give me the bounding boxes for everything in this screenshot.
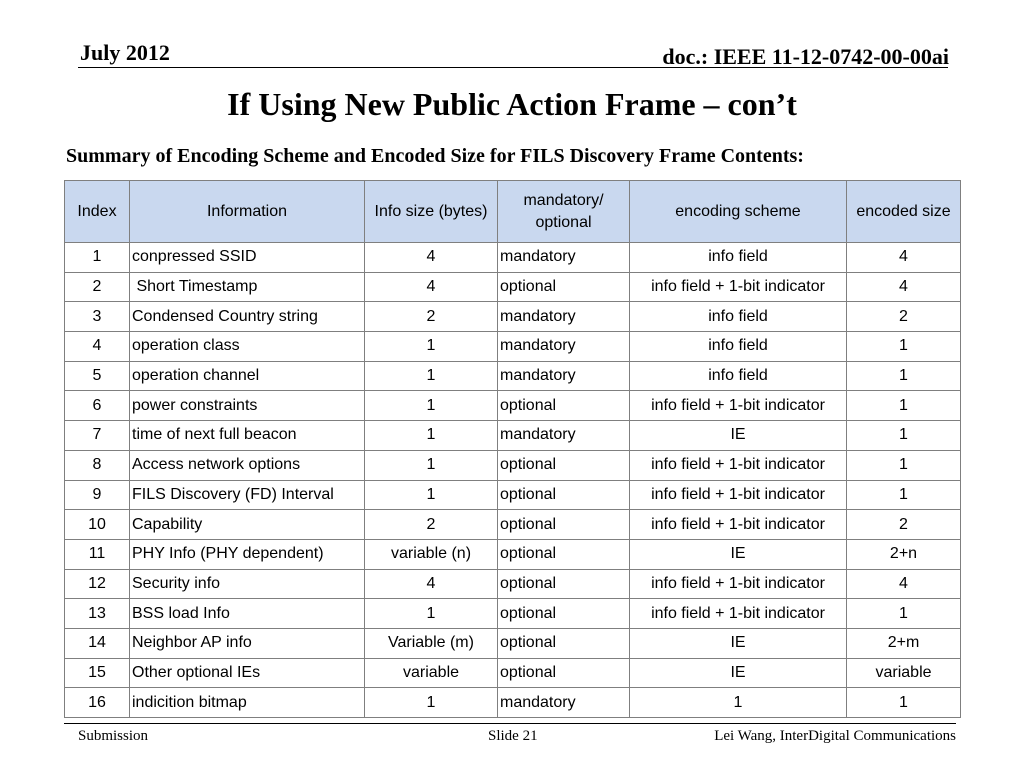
cell-mandatory-optional: optional: [498, 272, 630, 302]
cell-information: Short Timestamp: [130, 272, 365, 302]
cell-encoded-size: 1: [847, 599, 961, 629]
cell-mandatory-optional: optional: [498, 450, 630, 480]
cell-index: 16: [65, 688, 130, 718]
cell-info-size: 4: [365, 569, 498, 599]
cell-mandatory-optional: optional: [498, 539, 630, 569]
table-row: [65, 332, 961, 362]
cell-info-size: 2: [365, 510, 498, 540]
table-row: [65, 272, 961, 302]
cell-encoding-scheme: IE: [630, 421, 847, 451]
cell-info-size: 1: [365, 421, 498, 451]
cell-encoding-scheme: info field: [630, 361, 847, 391]
cell-encoding-scheme: info field: [630, 302, 847, 332]
cell-index: 11: [65, 539, 130, 569]
cell-index: 3: [65, 302, 130, 332]
cell-encoded-size: 1: [847, 421, 961, 451]
header-date: July 2012: [80, 40, 170, 65]
cell-index: 10: [65, 510, 130, 540]
table-row: [65, 391, 961, 421]
cell-information: indicition bitmap: [130, 688, 365, 718]
cell-mandatory-optional: optional: [498, 658, 630, 688]
cell-index: 4: [65, 332, 130, 362]
cell-encoded-size: 4: [847, 569, 961, 599]
cell-encoding-scheme: 1: [630, 688, 847, 718]
cell-mandatory-optional: optional: [498, 628, 630, 658]
cell-encoding-scheme: IE: [630, 628, 847, 658]
cell-mandatory-optional: mandatory: [498, 243, 630, 273]
table-row: [65, 361, 961, 391]
column-header: Information: [130, 181, 365, 243]
cell-index: 1: [65, 243, 130, 273]
cell-information: BSS load Info: [130, 599, 365, 629]
table-row: [65, 539, 961, 569]
cell-encoded-size: variable: [847, 658, 961, 688]
cell-encoding-scheme: IE: [630, 658, 847, 688]
cell-information: Other optional IEs: [130, 658, 365, 688]
table-row: [65, 688, 961, 718]
cell-mandatory-optional: mandatory: [498, 361, 630, 391]
table-row: [65, 658, 961, 688]
cell-encoded-size: 4: [847, 243, 961, 273]
cell-index: 7: [65, 421, 130, 451]
cell-encoding-scheme: IE: [630, 539, 847, 569]
cell-info-size: 1: [365, 391, 498, 421]
cell-info-size: variable (n): [365, 539, 498, 569]
cell-index: 6: [65, 391, 130, 421]
cell-encoding-scheme: info field: [630, 243, 847, 273]
page-title: If Using New Public Action Frame – con’t: [227, 86, 797, 122]
cell-index: 2: [65, 272, 130, 302]
cell-encoded-size: 1: [847, 332, 961, 362]
cell-encoded-size: 1: [847, 450, 961, 480]
cell-mandatory-optional: mandatory: [498, 688, 630, 718]
cell-index: 9: [65, 480, 130, 510]
cell-information: time of next full beacon: [130, 421, 365, 451]
cell-encoding-scheme: info field + 1-bit indicator: [630, 272, 847, 302]
table-row: [65, 510, 961, 540]
cell-index: 12: [65, 569, 130, 599]
cell-information: operation channel: [130, 361, 365, 391]
cell-info-size: variable: [365, 658, 498, 688]
cell-mandatory-optional: optional: [498, 569, 630, 599]
encoding-summary-table: [64, 180, 961, 718]
cell-info-size: 4: [365, 243, 498, 273]
column-header: mandatory/ optional: [498, 181, 630, 243]
table-row: [65, 302, 961, 332]
cell-info-size: 1: [365, 599, 498, 629]
cell-mandatory-optional: mandatory: [498, 302, 630, 332]
table-caption: Summary of Encoding Scheme and Encoded Size for FILS Discovery Frame Contents:: [66, 145, 804, 167]
header-divider: [78, 67, 948, 68]
cell-index: 15: [65, 658, 130, 688]
cell-encoded-size: 2+n: [847, 539, 961, 569]
table-row: [65, 599, 961, 629]
cell-mandatory-optional: optional: [498, 480, 630, 510]
cell-encoded-size: 1: [847, 391, 961, 421]
cell-encoded-size: 2: [847, 302, 961, 332]
cell-index: 5: [65, 361, 130, 391]
cell-info-size: 1: [365, 361, 498, 391]
column-header: encoding scheme: [630, 181, 847, 243]
cell-encoding-scheme: info field + 1-bit indicator: [630, 599, 847, 629]
cell-encoded-size: 1: [847, 480, 961, 510]
cell-info-size: Variable (m): [365, 628, 498, 658]
cell-encoding-scheme: info field + 1-bit indicator: [630, 391, 847, 421]
cell-info-size: 1: [365, 450, 498, 480]
cell-encoding-scheme: info field + 1-bit indicator: [630, 510, 847, 540]
cell-mandatory-optional: optional: [498, 510, 630, 540]
cell-info-size: 1: [365, 688, 498, 718]
cell-information: power constraints: [130, 391, 365, 421]
table-row: [65, 450, 961, 480]
cell-info-size: 4: [365, 272, 498, 302]
cell-info-size: 1: [365, 332, 498, 362]
table-header-row: [65, 181, 961, 243]
cell-info-size: 1: [365, 480, 498, 510]
table-body: [65, 243, 961, 718]
cell-index: 13: [65, 599, 130, 629]
table-row: [65, 569, 961, 599]
cell-information: Access network options: [130, 450, 365, 480]
cell-information: PHY Info (PHY dependent): [130, 539, 365, 569]
cell-information: Capability: [130, 510, 365, 540]
column-header: Info size (bytes): [365, 181, 498, 243]
cell-mandatory-optional: mandatory: [498, 332, 630, 362]
cell-encoding-scheme: info field + 1-bit indicator: [630, 450, 847, 480]
cell-information: Security info: [130, 569, 365, 599]
cell-encoded-size: 1: [847, 688, 961, 718]
cell-information: Neighbor AP info: [130, 628, 365, 658]
table-row: [65, 480, 961, 510]
cell-encoded-size: 2+m: [847, 628, 961, 658]
cell-information: operation class: [130, 332, 365, 362]
cell-index: 14: [65, 628, 130, 658]
footer-slide-number: Slide 21: [488, 728, 538, 744]
cell-mandatory-optional: optional: [498, 599, 630, 629]
cell-information: FILS Discovery (FD) Interval: [130, 480, 365, 510]
table-row: [65, 243, 961, 273]
footer-submission: Submission: [78, 728, 149, 744]
cell-mandatory-optional: mandatory: [498, 421, 630, 451]
cell-info-size: 2: [365, 302, 498, 332]
cell-index: 8: [65, 450, 130, 480]
cell-encoding-scheme: info field: [630, 332, 847, 362]
cell-encoding-scheme: info field + 1-bit indicator: [630, 480, 847, 510]
cell-encoded-size: 1: [847, 361, 961, 391]
cell-information: conpressed SSID: [130, 243, 365, 273]
header-doc-id: doc.: IEEE 11-12-0742-00-00ai: [662, 44, 949, 69]
footer-divider: [64, 723, 956, 724]
table-row: [65, 628, 961, 658]
table-row: [65, 421, 961, 451]
cell-mandatory-optional: optional: [498, 391, 630, 421]
footer-author: Lei Wang, InterDigital Communications: [714, 728, 956, 744]
cell-encoded-size: 4: [847, 272, 961, 302]
column-header: encoded size: [847, 181, 961, 243]
cell-encoded-size: 2: [847, 510, 961, 540]
column-header: Index: [65, 181, 130, 243]
cell-information: Condensed Country string: [130, 302, 365, 332]
cell-encoding-scheme: info field + 1-bit indicator: [630, 569, 847, 599]
